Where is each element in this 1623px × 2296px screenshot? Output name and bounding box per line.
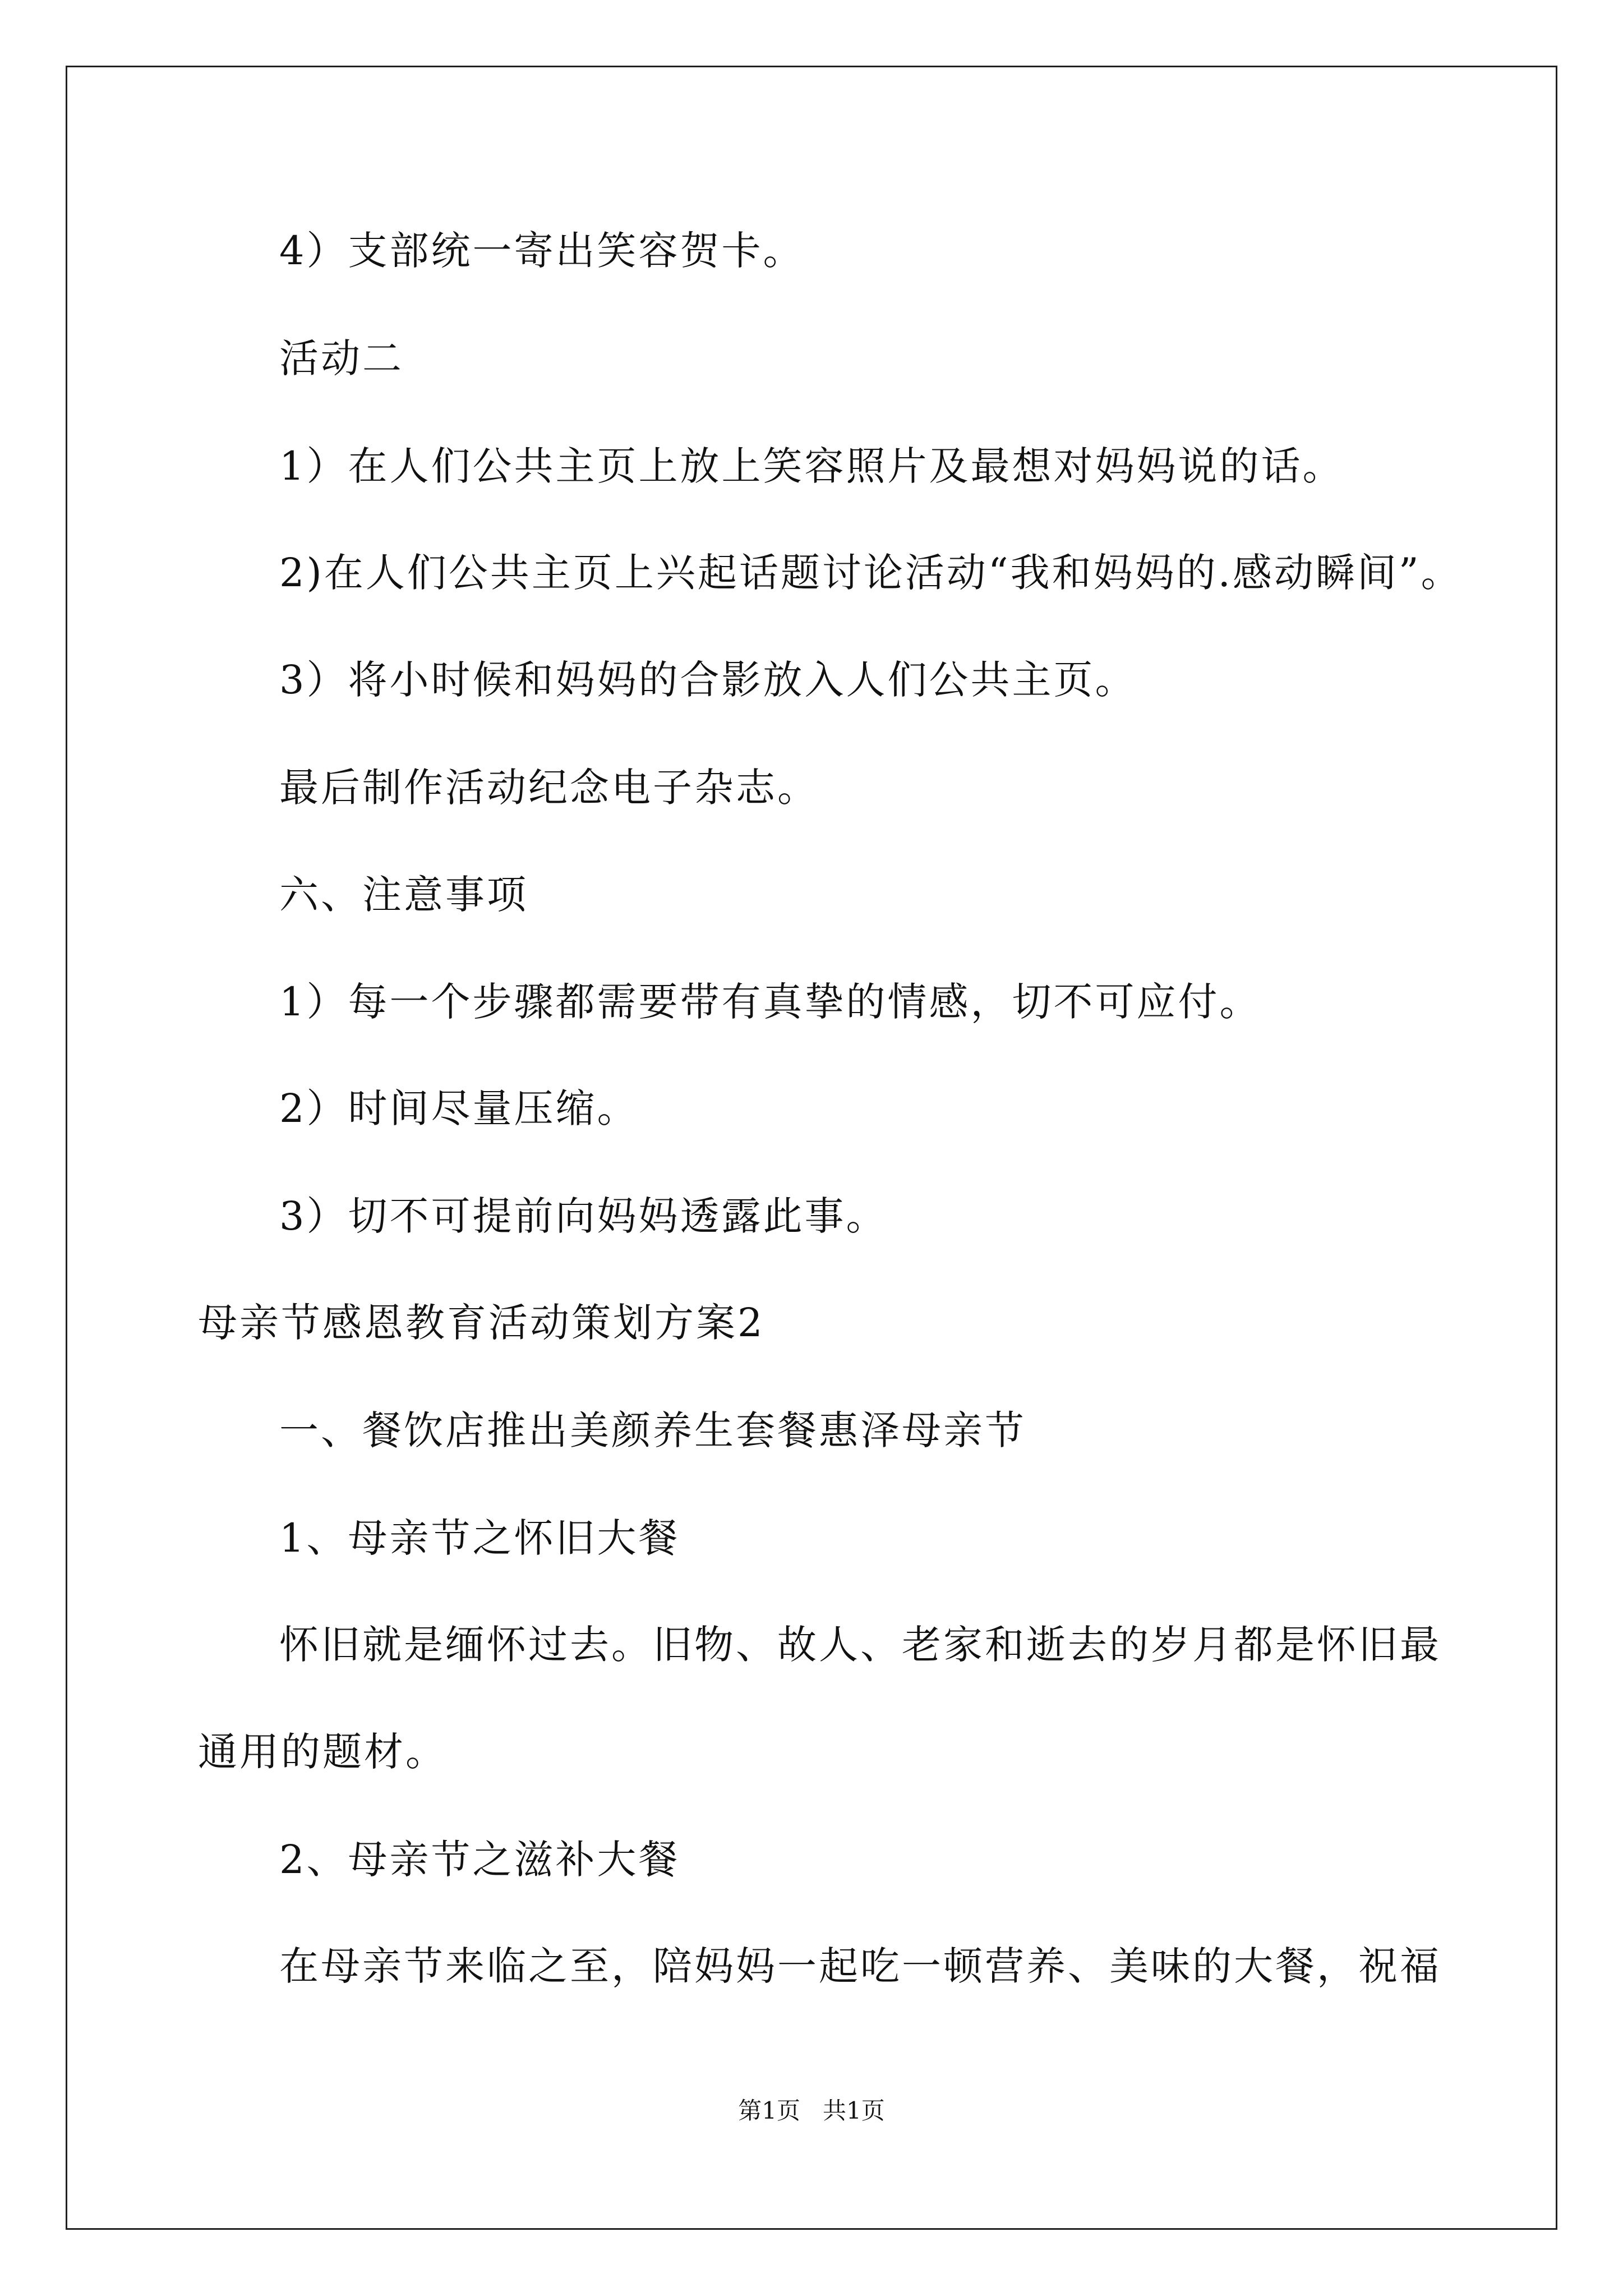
paragraph-line: 怀旧就是缅怀过去。旧物、故人、老家和逝去的岁月都是怀旧最: [279, 1622, 1441, 1668]
paragraph-line: 1）在人们公共主页上放上笑容照片及最想对妈妈说的话。: [279, 443, 1344, 489]
paragraph-line: 在母亲节来临之至，陪妈妈一起吃一顿营养、美味的大餐，祝福: [279, 1943, 1441, 1989]
document-title: 母亲节感恩教育活动策划方案2: [198, 1300, 765, 1346]
paragraph-line: 4）支部统一寄出笑容贺卡。: [279, 228, 805, 274]
paragraph-line: 3）将小时候和妈妈的合影放入人们公共主页。: [279, 657, 1137, 703]
paragraph-line: 最后制作活动纪念电子杂志。: [279, 765, 819, 811]
paragraph-line: 2）时间尽量压缩。: [279, 1085, 639, 1131]
paragraph-line: 2)在人们公共主页上兴起话题讨论活动“我和妈妈的.感动瞬间”。: [279, 550, 1463, 596]
section-heading: 活动二: [279, 335, 404, 381]
subsection-heading: 1、母亲节之怀旧大餐: [279, 1515, 680, 1561]
paragraph-line: 3）切不可提前向妈妈透露此事。: [279, 1193, 888, 1239]
paragraph-line: 通用的题材。: [198, 1729, 447, 1775]
page-border: [66, 66, 1557, 2230]
section-heading: 六、注意事项: [279, 872, 528, 918]
section-heading: 一、餐饮店推出美颜养生套餐惠泽母亲节: [279, 1407, 1026, 1453]
paragraph-line: 1）每一个步骤都需要带有真挚的情感，切不可应付。: [279, 979, 1261, 1025]
subsection-heading: 2、母亲节之滋补大餐: [279, 1837, 680, 1883]
page-footer: 第1页 共1页: [738, 2097, 885, 2124]
